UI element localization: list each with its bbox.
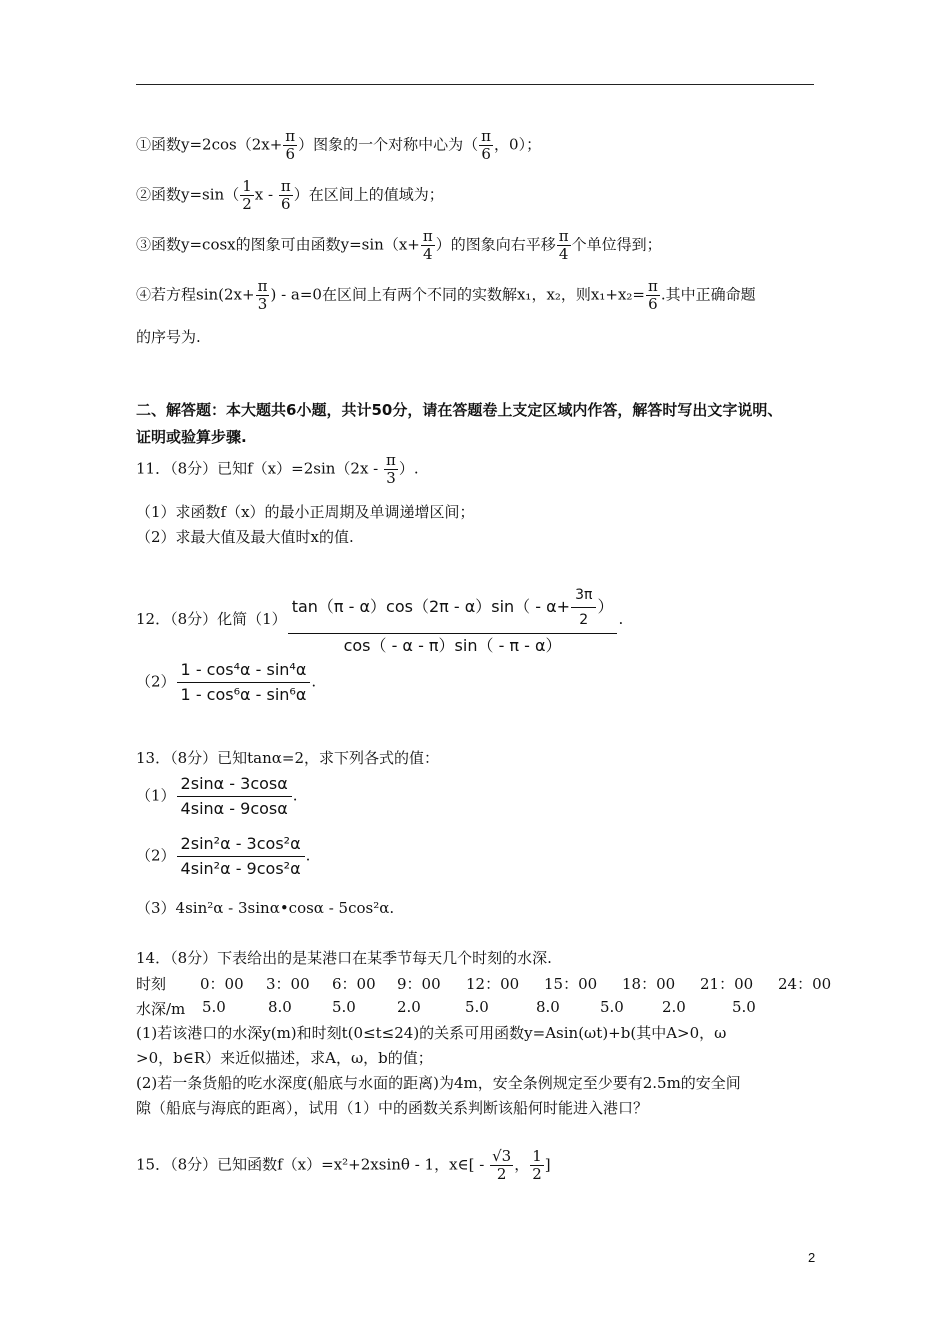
fraction-numerator: 1 <box>242 177 252 195</box>
section-heading: 二、解答题：本大题共6小题，共计50分，请在答题卷上支定区域内作答，解答时写出文字说明、 <box>136 401 783 419</box>
fraction-numerator: 1 - cos⁴α - sin⁴α <box>177 658 311 683</box>
fraction-denominator: cos（ - α - π）sin（ - π - α） <box>343 636 562 655</box>
statement-4 <box>136 278 756 313</box>
time-cell: 3：00 <box>266 975 310 993</box>
fraction-numerator: π <box>285 127 296 145</box>
question-15-text-b: ， <box>514 1155 530 1174</box>
depth-cell: 5.0 <box>202 998 226 1016</box>
depth-cell: 8.0 <box>536 998 560 1016</box>
fraction <box>240 178 254 213</box>
time-row <box>136 973 832 993</box>
section-heading-continuation: 证明或验算步骤. <box>136 428 247 446</box>
question-12-stem <box>136 582 623 658</box>
statement-1-text-b: ）图象的一个对称中心为（ <box>298 135 479 154</box>
depth-cell: 5.0 <box>600 998 624 1016</box>
depth-cell: 5.0 <box>332 998 356 1016</box>
fraction <box>384 452 398 487</box>
fraction-denominator: 1 - cos⁶α - sin⁶α <box>180 685 307 704</box>
statement-2-text-b: x - <box>254 185 278 204</box>
numerator-text-a: tan（π - α）cos（2π - α）sin（ - α+ <box>291 597 571 616</box>
question-13-part-3: （3）4sin²α - 3sinα•cosα - 5cos²α. <box>136 899 395 917</box>
fraction <box>256 278 270 313</box>
fraction <box>177 658 311 707</box>
fraction-numerator <box>288 582 618 634</box>
statement-4-text-c: .其中正确命题 <box>660 285 756 304</box>
fraction <box>283 128 297 163</box>
fraction-denominator: 6 <box>481 145 491 163</box>
fraction-denominator: 4sinα - 9cosα <box>180 799 288 818</box>
depth-cell: 5.0 <box>732 998 756 1016</box>
fraction-numerator: π <box>386 451 396 469</box>
time-cell: 0：00 <box>200 975 244 993</box>
statement-2-text-a: ②函数y=sin（ <box>136 185 240 204</box>
question-14-part-2-continuation: 隙（船底与海底的距离），试用（1）中的函数关系判断该船何时能进入港口？ <box>136 1099 649 1117</box>
fraction-denominator: 2 <box>579 612 589 628</box>
fraction <box>490 1148 513 1183</box>
statement-1-text-c: ，0）； <box>494 135 542 154</box>
question-14-part-1: (1)若该港口的水深y(m)和时刻t(0≤t≤24)的关系可用函数y=Asin(ωt)+b(其中A>0，ω <box>136 1024 727 1042</box>
time-cell: 6：00 <box>332 975 376 993</box>
statement-4-text-a: ④若方程sin(2x+ <box>136 285 255 304</box>
fraction <box>288 582 618 658</box>
fraction-numerator: 2sinα - 3cosα <box>177 772 292 797</box>
fraction-denominator: 2 <box>496 1165 507 1183</box>
statement-2-text-c: ）在区间上的值域为； <box>293 185 444 204</box>
fraction-denominator: 3 <box>257 295 268 313</box>
statement-4-text-b: ) - a=0在区间上有两个不同的实数解x₁，x₂，则x₁+x₂= <box>270 285 645 304</box>
depth-row <box>136 998 816 1018</box>
fraction-denominator: 2 <box>532 1165 542 1183</box>
statement-3-text-c: 个单位得到； <box>571 235 662 254</box>
question-11-text-a: 11．（8分）已知f（x）=2sin（2x - <box>136 459 384 478</box>
question-11-part-2: （2）求最大值及最大值时x的值. <box>136 528 354 546</box>
fraction-numerator: π <box>422 227 433 245</box>
page-number: 2 <box>808 1250 816 1265</box>
question-14-part-2: (2)若一条货船的吃水深度(船底与水面的距离)为4m，安全条例规定至少要有2.5m的安全间 <box>136 1074 741 1092</box>
question-12-part-2-end: . <box>311 672 317 691</box>
question-13-part-1-end: . <box>292 786 298 805</box>
fraction-numerator: 2sin²α - 3cos²α <box>177 832 305 857</box>
statement-4-continuation: 的序号为. <box>136 328 201 346</box>
question-13-stem: 13．（8分）已知tanα=2，求下列各式的值： <box>136 749 440 767</box>
fraction-denominator: 6 <box>285 145 295 163</box>
fraction-numerator: π <box>481 127 492 145</box>
fraction <box>421 228 435 263</box>
depth-cell: 5.0 <box>465 998 489 1016</box>
fraction-denominator: 4sin²α - 9cos²α <box>180 859 301 878</box>
fraction <box>557 228 571 263</box>
fraction-numerator: π <box>648 277 658 295</box>
fraction <box>479 128 493 163</box>
question-15-text-a: 15．（8分）已知函数f（x）=x²+2xsinθ - 1，x∈[ - <box>136 1155 490 1174</box>
fraction <box>177 772 292 821</box>
statement-3 <box>136 228 662 263</box>
question-14-stem: 14．（8分）下表给出的是某港口在某季节每天几个时刻的水深. <box>136 949 552 967</box>
time-cell: 18：00 <box>622 975 676 993</box>
header-rule <box>136 84 814 85</box>
fraction-denominator: 4 <box>423 245 433 263</box>
fraction <box>530 1148 544 1183</box>
statement-1-text-a: ①函数y=2cos（2x+ <box>136 135 283 154</box>
time-cell: 15：00 <box>544 975 598 993</box>
question-11-part-1: （1）求函数f（x）的最小正周期及单调递增区间； <box>136 503 475 521</box>
fraction-denominator: 6 <box>648 295 658 313</box>
fraction-denominator: 6 <box>280 195 291 213</box>
depth-cell: 8.0 <box>268 998 292 1016</box>
time-cell: 24：00 <box>778 975 832 993</box>
question-13-part-2 <box>136 832 310 881</box>
fraction-denominator: 3 <box>386 469 396 487</box>
time-cell: 12：00 <box>466 975 520 993</box>
numerator-text-b: ） <box>597 597 614 616</box>
depth-cell: 2.0 <box>397 998 421 1016</box>
depth-row-label: 水深/m <box>136 1000 186 1018</box>
question-14-part-1-continuation: >0，b∈R）来近似描述，求A，ω，b的值； <box>136 1049 433 1067</box>
fraction-numerator: 1 <box>532 1147 542 1165</box>
time-cell: 9：00 <box>397 975 441 993</box>
fraction-numerator: π <box>280 177 291 195</box>
question-13-part-2-end: . <box>305 846 311 865</box>
question-12-part-2 <box>136 658 316 707</box>
question-13-part-2-label: （2） <box>136 846 176 865</box>
fraction-numerator: 3π <box>571 583 596 608</box>
statement-3-text-b: ）的图象向右平移 <box>435 235 556 254</box>
question-13-part-1-label: （1） <box>136 786 176 805</box>
fraction-numerator: π <box>558 227 569 245</box>
fraction <box>646 278 660 313</box>
fraction-denominator: 4 <box>558 245 569 263</box>
question-12-text: 12．（8分）化简（1） <box>136 610 287 628</box>
time-row-label: 时刻 <box>136 975 167 993</box>
question-13-part-1 <box>136 772 298 821</box>
question-15-stem <box>136 1148 551 1183</box>
time-cell: 21：00 <box>700 975 754 993</box>
depth-cell: 2.0 <box>662 998 686 1016</box>
statement-3-text-a: ③函数y=cosx的图象可由函数y=sin（x+ <box>136 235 420 254</box>
question-12-end: . <box>618 610 624 628</box>
question-11-stem <box>136 452 419 487</box>
fraction-numerator: √3 <box>492 1147 512 1165</box>
fraction-denominator: 2 <box>242 195 252 213</box>
statement-2 <box>136 178 444 213</box>
question-15-text-c: ] <box>544 1155 551 1174</box>
fraction <box>279 178 293 213</box>
fraction-numerator: π <box>257 277 268 295</box>
question-11-text-b: ）. <box>398 459 419 478</box>
question-12-part-2-label: （2） <box>136 672 176 691</box>
fraction <box>571 583 596 632</box>
fraction <box>177 832 305 881</box>
statement-1 <box>136 128 541 163</box>
